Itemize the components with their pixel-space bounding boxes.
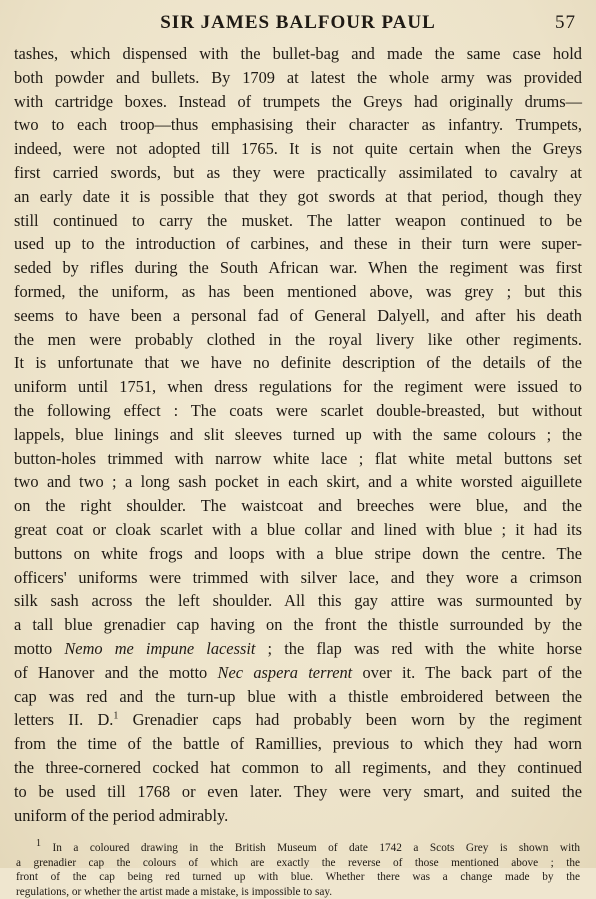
text-line: indeed, were not adopted till 1765. It is not quite certain when the Greys: [14, 139, 582, 159]
text-line: an early date it is possible that they got swords at that period, though they: [14, 186, 582, 206]
text-line: [14, 661, 582, 685]
footnote-line: front of the cap being red turned up with blue. Whether there was a change made by the: [16, 871, 580, 884]
running-title: SIR JAMES BALFOUR PAUL: [160, 12, 436, 33]
text-line: button-holes trimmed with narrow white lace ; flat white metal buttons set: [14, 448, 582, 468]
footnote-line: [14, 838, 582, 856]
text-line: both powder and bullets. By 1709 at latest the whole army was provided: [14, 67, 582, 87]
text-segment: Grenadier caps had probably been worn by the regiment: [118, 710, 582, 730]
text-line: cap was red and the turn-up blue with a thistle embroidered between the: [14, 686, 582, 706]
text-line: great coat or cloak scarlet with a blue collar and lined with blue ; it had its: [14, 519, 582, 539]
text-segment: ; the flap was red with the white horse: [255, 638, 582, 658]
body-text: [14, 42, 582, 827]
latin-motto: Nec aspera terrent: [217, 662, 353, 682]
text-line: on the right shoulder. The waistcoat and breeches were blue, and the: [14, 496, 582, 516]
text-line: lappels, blue linings and slit sleeves turned up with the same colours ; the: [14, 424, 582, 444]
text-line: tashes, which dispensed with the bullet-bag and made the same case hold: [14, 44, 582, 63]
latin-motto: Nemo me impune lacessit: [64, 638, 256, 658]
footnote: [14, 838, 582, 899]
text-line: used up to the introduction of carbines, and these in their turn were super-: [14, 234, 582, 254]
footnote-line: a grenadier cap the colours of which are exactly the reverse of those mentioned above ; the: [16, 856, 580, 869]
footnote-reference: 1: [113, 710, 119, 722]
page-number: 57: [555, 12, 576, 33]
text-segment: In a coloured drawing in the British Museum of date 1742 a Scots Grey is shown with: [52, 842, 580, 855]
text-line: the men were probably clothed in the royal livery like other regiments.: [14, 329, 582, 349]
text-segment: motto: [14, 638, 65, 658]
text-segment: letters II. D.: [14, 710, 114, 730]
text-line: to be used till 1768 or even later. They were very smart, and suited the: [14, 781, 582, 801]
footnote-marker: 1: [36, 838, 41, 850]
text-line: [14, 637, 582, 661]
text-segment: of Hanover and the motto: [14, 662, 218, 682]
text-line: the following effect : The coats were scarlet double-breasted, but without: [14, 400, 582, 420]
text-line: buttons on white frogs and loops with a blue stripe down the centre. The: [14, 543, 582, 563]
text-line: It is unfortunate that we have no definite description of the details of the: [14, 353, 582, 373]
text-line: silk sash across the left shoulder. All this gay attire was surmounted by: [14, 591, 582, 611]
text-line: a tall blue grenadier cap having on the front the thistle surrounded by the: [14, 615, 582, 635]
footnote-line: regulations, or whether the artist made a mistake, is impossible to say.: [16, 885, 333, 898]
text-line: formed, the uniform, as has been mentioned above, was grey ; but this: [14, 281, 582, 301]
text-line: from the time of the battle of Ramillies, previous to which they had worn: [14, 734, 582, 754]
text-line: uniform of the period admirably.: [14, 805, 229, 825]
text-line: two to each troop—thus emphasising their character as infantry. Trumpets,: [14, 115, 582, 135]
text-segment: over it. The back part of the: [352, 662, 582, 682]
text-line: with cartridge boxes. Instead of trumpets the Greys had originally drums—: [14, 91, 582, 111]
text-line: first carried swords, but as they were practically assimilated to cavalry at: [14, 162, 582, 182]
text-line: still continued to carry the musket. The latter weapon continued to be: [14, 210, 582, 230]
text-line: officers' uniforms were trimmed with silver lace, and they wore a crimson: [14, 567, 582, 587]
text-line: two and two ; a long sash pocket in each skirt, and a white worsted aiguillete: [14, 472, 582, 492]
text-line: uniform until 1751, when dress regulations for the regiment were issued to: [14, 377, 582, 397]
running-header: [14, 8, 582, 38]
text-line: seems to have been a personal fad of General Dalyell, and after his death: [14, 305, 582, 325]
text-line: the three-cornered cocked hat common to all regiments, and they continued: [14, 757, 582, 777]
text-line: [14, 708, 582, 732]
text-line: seded by rifles during the South African war. When the regiment was first: [14, 258, 582, 278]
